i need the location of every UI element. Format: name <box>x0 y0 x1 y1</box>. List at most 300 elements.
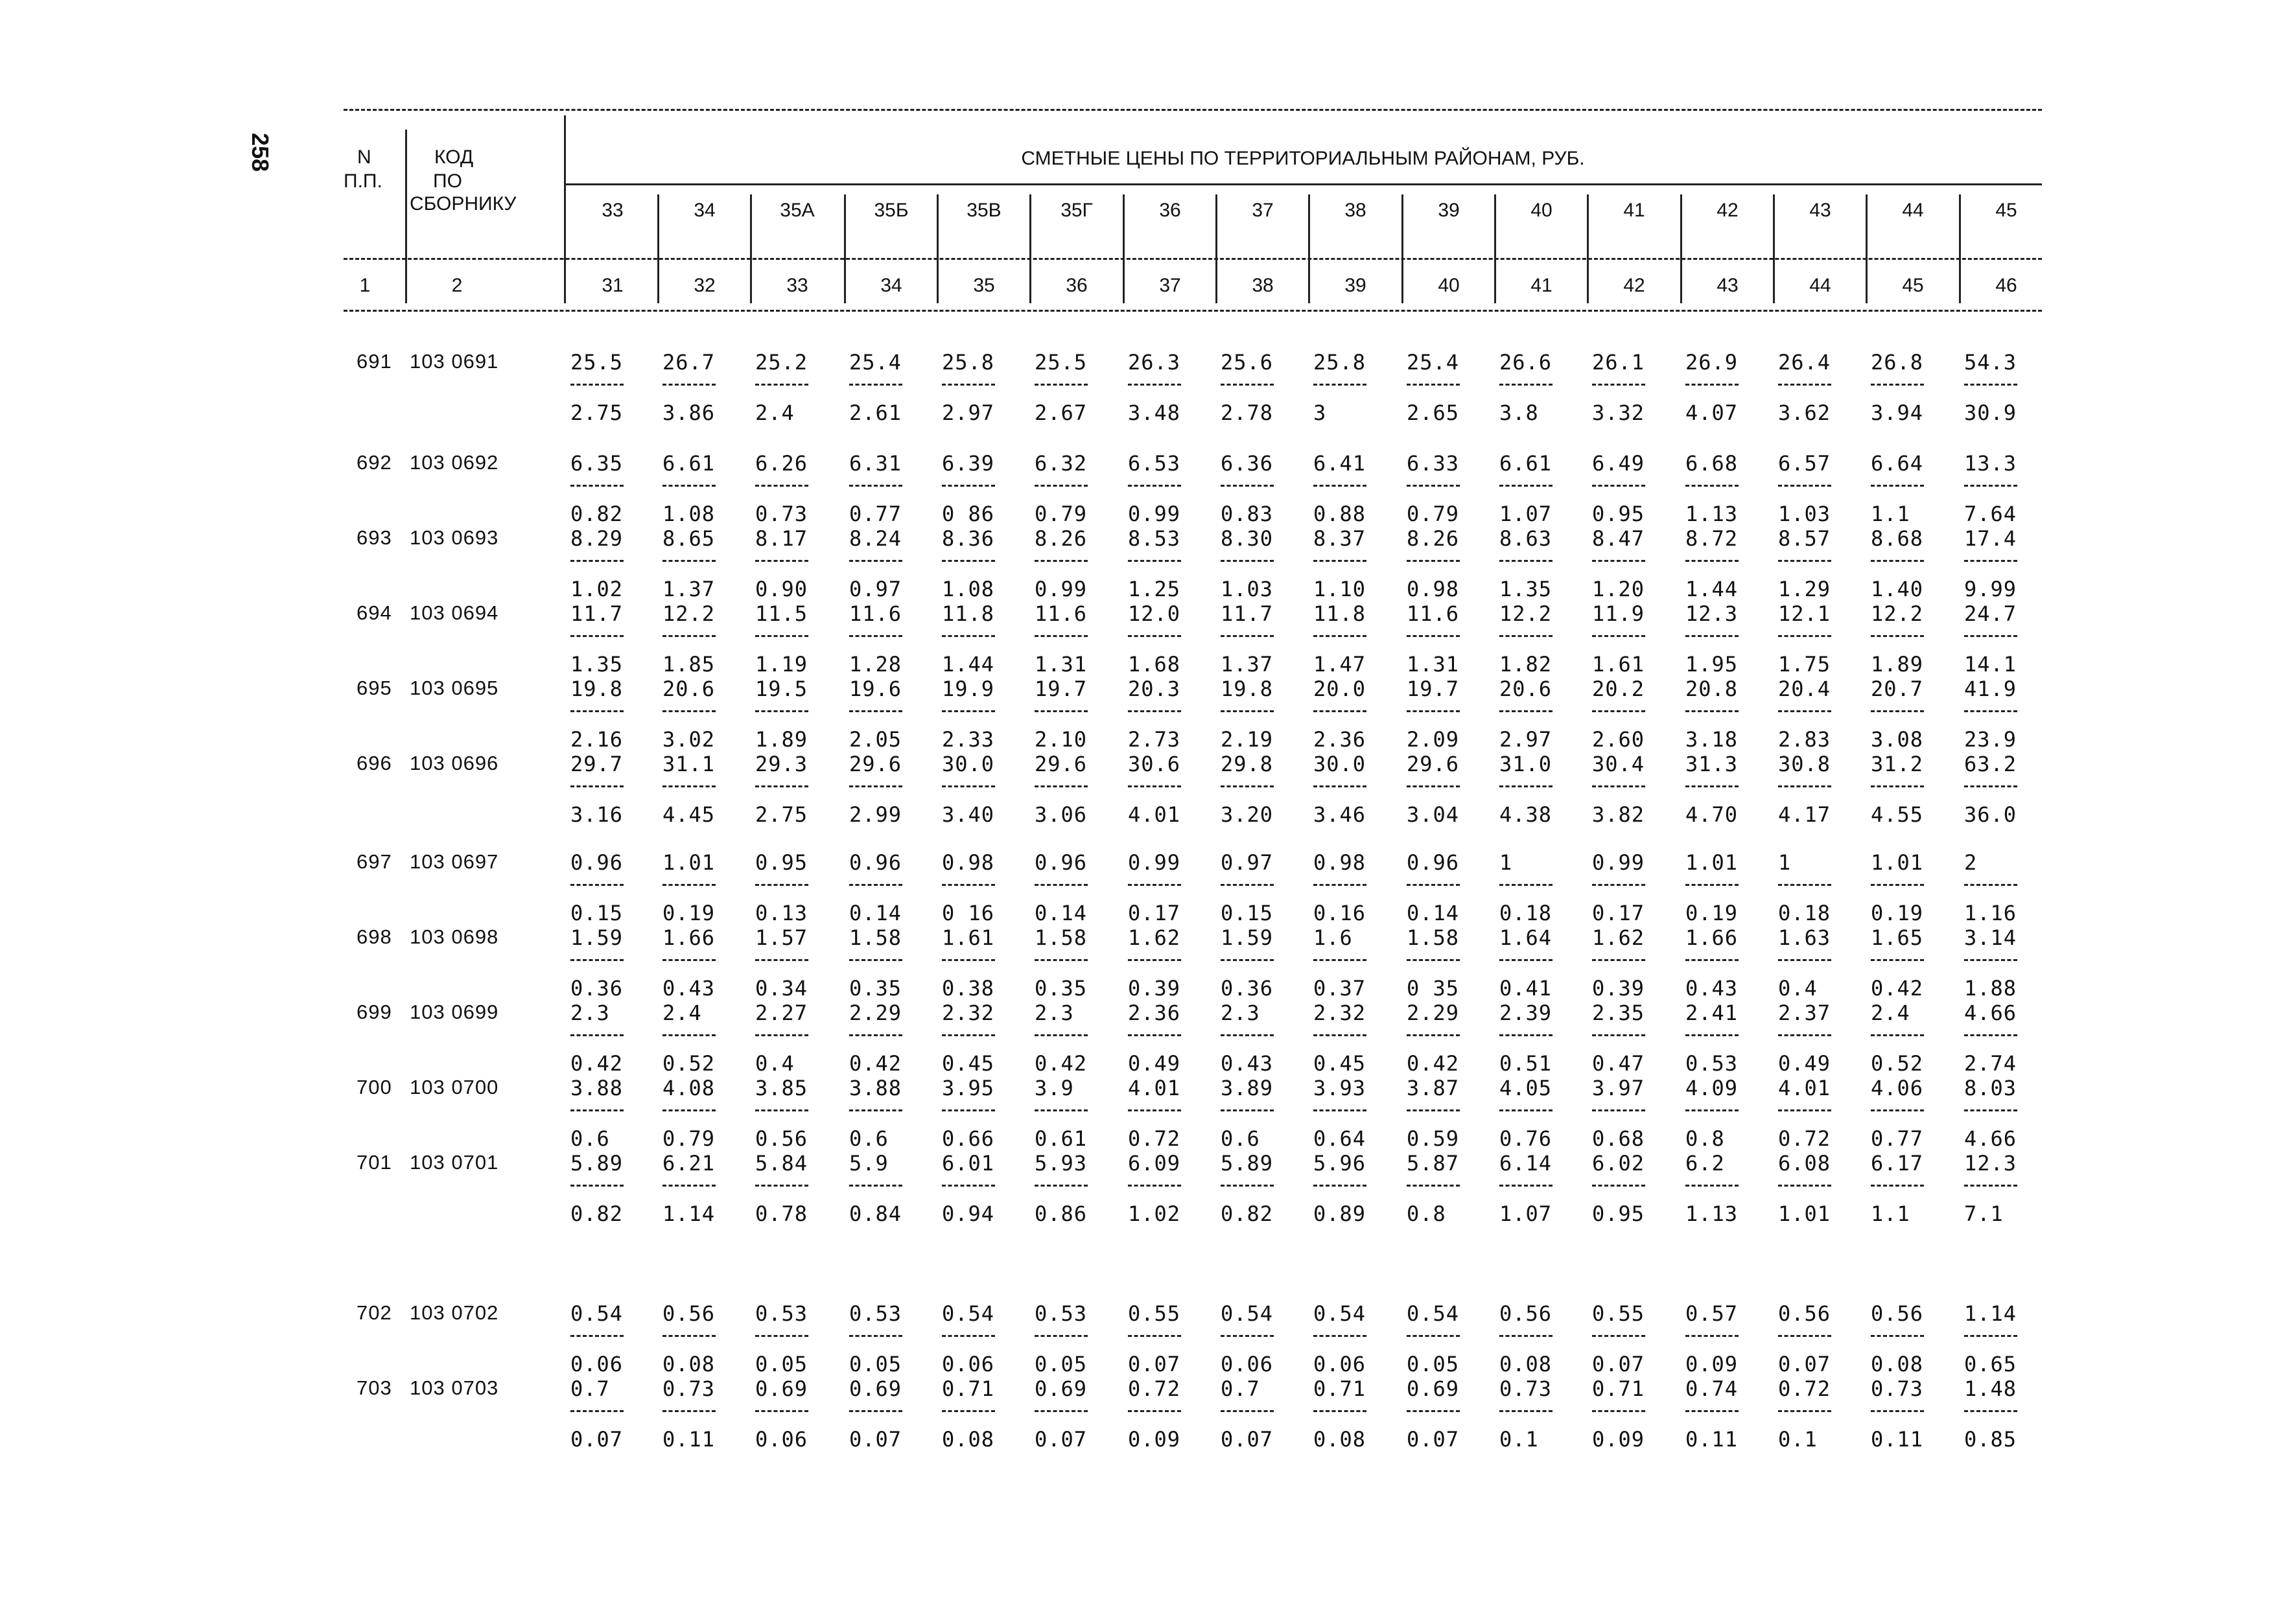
cell-bottom: 0.35 <box>1035 976 1088 1001</box>
cell-bottom: 2.19 <box>1221 727 1274 752</box>
fraction-line <box>570 1185 624 1187</box>
cell-top: 4.01 <box>1778 1076 1831 1100</box>
fraction-line <box>1778 384 1831 386</box>
cell-bottom: 0.19 <box>1871 901 1924 925</box>
fraction-line <box>1221 959 1274 961</box>
cell-top: 29.7 <box>570 752 624 776</box>
fraction-line <box>849 1109 902 1111</box>
cell-top: 0.71 <box>942 1376 995 1401</box>
cell-bottom: 1.95 <box>1685 652 1739 677</box>
row-code: 103 0696 <box>410 752 499 774</box>
cell-bottom: 0.07 <box>1035 1427 1088 1452</box>
cell-bottom: 0.16 <box>1313 901 1366 925</box>
fraction-line <box>1128 1185 1181 1187</box>
cell-bottom: 4.17 <box>1778 802 1831 827</box>
fraction-line <box>1221 1335 1274 1337</box>
fraction-line <box>1685 884 1739 886</box>
cell-bottom: 1.01 <box>1778 1201 1831 1226</box>
cell-top: 0.98 <box>942 850 995 875</box>
fraction-line <box>1964 1335 2017 1337</box>
cell-top: 3.88 <box>570 1076 624 1100</box>
column-divider <box>750 194 752 303</box>
fraction-line <box>1035 785 1088 787</box>
cell-top: 1.62 <box>1128 925 1181 950</box>
column-divider <box>937 194 939 303</box>
cell-bottom: 14.1 <box>1964 652 2017 677</box>
cell-bottom: 1.40 <box>1871 577 1924 601</box>
fraction-line <box>662 560 716 562</box>
cell-bottom: 0.79 <box>1035 502 1088 526</box>
cell-bottom: 2.83 <box>1778 727 1831 752</box>
fraction-line <box>1871 384 1924 386</box>
fraction-line <box>849 1034 902 1036</box>
fraction-line <box>942 785 995 787</box>
cell-top: 26.4 <box>1778 350 1831 375</box>
cell-bottom: 0.13 <box>755 901 808 925</box>
cell-bottom: 30.9 <box>1964 400 2017 425</box>
cell-top: 0.57 <box>1685 1301 1739 1326</box>
row-code: 103 0693 <box>410 526 499 549</box>
fraction-line <box>849 560 902 562</box>
cell-top: 25.8 <box>1313 350 1366 375</box>
cell-top: 12.3 <box>1964 1151 2017 1176</box>
fraction-line <box>1128 635 1181 637</box>
cell-bottom: 1.1 <box>1871 502 1910 526</box>
cell-top: 31.2 <box>1871 752 1924 776</box>
fraction-line <box>942 560 995 562</box>
cell-bottom: 3.40 <box>942 802 995 827</box>
cell-bottom: 0.66 <box>942 1126 995 1151</box>
cell-top: 6.33 <box>1407 451 1460 476</box>
fraction-line <box>1685 485 1739 487</box>
fraction-line <box>1313 1185 1366 1187</box>
header-vertical-divider <box>564 115 566 303</box>
row-code: 103 0698 <box>410 925 499 948</box>
fraction-line <box>849 785 902 787</box>
cell-top: 8.03 <box>1964 1076 2017 1100</box>
fraction-line <box>570 1109 624 1111</box>
cell-bottom: 4.55 <box>1871 802 1924 827</box>
fraction-line <box>1313 384 1366 386</box>
cell-bottom: 3.94 <box>1871 400 1924 425</box>
row-number: 702 <box>357 1301 392 1324</box>
cell-bottom: 1.13 <box>1685 1201 1739 1226</box>
cell-bottom: 0.8 <box>1407 1201 1446 1226</box>
fraction-line <box>1313 959 1366 961</box>
cell-bottom: 0.79 <box>1407 502 1460 526</box>
fraction-line <box>1871 1034 1924 1036</box>
fraction-line <box>1499 1109 1553 1111</box>
cell-top: 19.7 <box>1035 677 1088 701</box>
fraction-line <box>570 710 624 712</box>
cell-top: 5.89 <box>1221 1151 1274 1176</box>
cell-top: 20.0 <box>1313 677 1366 701</box>
cell-bottom: 1.75 <box>1778 652 1831 677</box>
cell-top: 8.36 <box>942 526 995 551</box>
fraction-line <box>570 1410 624 1412</box>
cell-bottom: 0.15 <box>1221 901 1274 925</box>
region-header-6: 36 <box>1159 200 1181 221</box>
cell-top: 0.95 <box>755 850 808 875</box>
fraction-line <box>1871 560 1924 562</box>
cell-bottom: 1.28 <box>849 652 902 677</box>
column-divider <box>1123 194 1125 303</box>
cell-top: 2.3 <box>570 1001 610 1025</box>
fraction-line <box>1592 485 1645 487</box>
fraction-line <box>942 1034 995 1036</box>
cell-top: 25.5 <box>1035 350 1088 375</box>
cell-top: 0.53 <box>755 1301 808 1326</box>
cell-top: 5.93 <box>1035 1151 1088 1176</box>
fraction-line <box>942 635 995 637</box>
cell-bottom: 0.94 <box>942 1201 995 1226</box>
cell-top: 12.2 <box>662 601 716 626</box>
fraction-line <box>1778 1034 1831 1036</box>
column-number-4: 35 <box>973 275 995 296</box>
cell-bottom: 0.05 <box>1035 1352 1088 1376</box>
fraction-line <box>1499 959 1553 961</box>
fraction-line <box>1778 710 1831 712</box>
cell-top: 2.3 <box>1221 1001 1260 1025</box>
cell-top: 0.96 <box>1035 850 1088 875</box>
fraction-line <box>1221 635 1274 637</box>
cell-top: 0.69 <box>1407 1376 1460 1401</box>
column-number-13: 44 <box>1809 275 1831 296</box>
cell-top: 0.53 <box>1035 1301 1088 1326</box>
fraction-line <box>1964 710 2017 712</box>
region-header-3: 35Б <box>874 200 909 221</box>
cell-top: 6.01 <box>942 1151 995 1176</box>
cell-bottom: 0.07 <box>849 1427 902 1452</box>
fraction-line <box>755 485 808 487</box>
cell-bottom: 0.56 <box>755 1126 808 1151</box>
fraction-line <box>849 635 902 637</box>
cell-bottom: 0.43 <box>662 976 716 1001</box>
row-number: 691 <box>357 350 392 373</box>
fraction-line <box>1778 1185 1831 1187</box>
cell-bottom: 0.15 <box>570 901 624 925</box>
cell-top: 6.49 <box>1592 451 1645 476</box>
fraction-line <box>570 485 624 487</box>
cell-top: 25.6 <box>1221 350 1274 375</box>
cell-top: 0.56 <box>1871 1301 1924 1326</box>
fraction-line <box>755 785 808 787</box>
column-divider <box>1029 194 1031 303</box>
cell-bottom: 3.06 <box>1035 802 1088 827</box>
fraction-line <box>942 1185 995 1187</box>
cell-bottom: 1.08 <box>942 577 995 601</box>
cell-bottom: 1.07 <box>1499 1201 1553 1226</box>
cell-bottom: 3 <box>1313 400 1327 425</box>
cell-bottom: 0.4 <box>1778 976 1818 1001</box>
region-header-5: 35Г <box>1060 200 1093 221</box>
cell-bottom: 1.85 <box>662 652 716 677</box>
cell-top: 20.7 <box>1871 677 1924 701</box>
cell-bottom: 0.68 <box>1592 1126 1645 1151</box>
fraction-line <box>1035 1109 1088 1111</box>
fraction-line <box>1778 485 1831 487</box>
column-number-14: 45 <box>1902 275 1924 296</box>
cell-bottom: 0.77 <box>849 502 902 526</box>
cell-bottom: 2.60 <box>1592 727 1645 752</box>
cell-top: 0.97 <box>1221 850 1274 875</box>
cell-bottom: 7.1 <box>1964 1201 2004 1226</box>
fraction-line <box>1407 1410 1460 1412</box>
cell-bottom: 3.08 <box>1871 727 1924 752</box>
row-number: 693 <box>357 526 392 549</box>
cell-top: 1.59 <box>1221 925 1274 950</box>
column-number-2: 33 <box>786 275 808 296</box>
fraction-line <box>1592 1410 1645 1412</box>
fraction-line <box>662 884 716 886</box>
cell-bottom: 1.29 <box>1778 577 1831 601</box>
cell-top: 6.31 <box>849 451 902 476</box>
cell-bottom: 0.97 <box>849 577 902 601</box>
fraction-line <box>662 1335 716 1337</box>
cell-bottom: 0.65 <box>1964 1352 2017 1376</box>
cell-top: 0.69 <box>755 1376 808 1401</box>
cell-top: 8.63 <box>1499 526 1553 551</box>
column-divider <box>844 194 846 303</box>
fraction-line <box>1871 485 1924 487</box>
cell-top: 1 <box>1499 850 1513 875</box>
cell-top: 2 <box>1964 850 1978 875</box>
cell-bottom: 0.17 <box>1592 901 1645 925</box>
cell-bottom: 0.07 <box>1221 1427 1274 1452</box>
fraction-line <box>1871 1335 1924 1337</box>
cell-top: 6.68 <box>1685 451 1739 476</box>
cell-bottom: 3.46 <box>1313 802 1366 827</box>
cell-bottom: 0.90 <box>755 577 808 601</box>
fraction-line <box>755 1185 808 1187</box>
cell-bottom: 0.82 <box>570 502 624 526</box>
cell-top: 8.47 <box>1592 526 1645 551</box>
column-number-11: 42 <box>1623 275 1645 296</box>
fraction-line <box>1592 384 1645 386</box>
cell-top: 0.55 <box>1592 1301 1645 1326</box>
fraction-line <box>942 1335 995 1337</box>
cell-top: 20.2 <box>1592 677 1645 701</box>
cell-top: 8.17 <box>755 526 808 551</box>
cell-bottom: 0.17 <box>1128 901 1181 925</box>
fraction-line <box>662 1410 716 1412</box>
fraction-line <box>755 1335 808 1337</box>
fraction-line <box>1499 560 1553 562</box>
region-header-10: 40 <box>1530 200 1553 221</box>
fraction-line <box>1592 959 1645 961</box>
cell-bottom: 0.06 <box>1313 1352 1366 1376</box>
cell-top: 25.2 <box>755 350 808 375</box>
cell-bottom: 3.48 <box>1128 400 1181 425</box>
cell-top: 1.58 <box>1407 925 1460 950</box>
fraction-line <box>662 384 716 386</box>
fraction-line <box>849 384 902 386</box>
cell-top: 2.39 <box>1499 1001 1553 1025</box>
cell-top: 1 <box>1778 850 1792 875</box>
cell-bottom: 0.95 <box>1592 1201 1645 1226</box>
cell-top: 3.89 <box>1221 1076 1274 1100</box>
cell-bottom: 4.07 <box>1685 400 1739 425</box>
cell-top: 5.9 <box>849 1151 889 1176</box>
cell-top: 0.99 <box>1128 850 1181 875</box>
fraction-line <box>1499 1410 1553 1412</box>
cell-top: 41.9 <box>1964 677 2017 701</box>
fraction-line <box>1778 1109 1831 1111</box>
fraction-line <box>1499 785 1553 787</box>
cell-bottom: 0.72 <box>1128 1126 1181 1151</box>
cell-bottom: 0.79 <box>662 1126 716 1151</box>
cell-top: 26.9 <box>1685 350 1739 375</box>
row-number: 700 <box>357 1076 392 1098</box>
cell-top: 13.3 <box>1964 451 2017 476</box>
cell-bottom: 2.73 <box>1128 727 1181 752</box>
fraction-line <box>1407 560 1460 562</box>
cell-top: 6.64 <box>1871 451 1924 476</box>
cell-top: 26.7 <box>662 350 716 375</box>
cell-top: 0.71 <box>1313 1376 1366 1401</box>
cell-top: 8.37 <box>1313 526 1366 551</box>
row-number: 699 <box>357 1001 392 1023</box>
cell-top: 4.66 <box>1964 1001 2017 1025</box>
cell-bottom: 3.82 <box>1592 802 1645 827</box>
fraction-line <box>1685 1034 1739 1036</box>
cell-bottom: 36.0 <box>1964 802 2017 827</box>
cell-top: 6.35 <box>570 451 624 476</box>
fraction-line <box>942 884 995 886</box>
cell-bottom: 3.20 <box>1221 802 1274 827</box>
cell-top: 1.01 <box>1685 850 1739 875</box>
fraction-line <box>570 635 624 637</box>
fraction-line <box>662 635 716 637</box>
cell-top: 3.93 <box>1313 1076 1366 1100</box>
cell-top: 5.89 <box>570 1151 624 1176</box>
cell-bottom: 0.52 <box>662 1051 716 1076</box>
fraction-line <box>1592 1185 1645 1187</box>
cell-bottom: 1.31 <box>1407 652 1460 677</box>
fraction-line <box>1592 560 1645 562</box>
column-number-1: 32 <box>694 275 716 296</box>
fraction-line <box>1964 884 2017 886</box>
cell-top: 6.57 <box>1778 451 1831 476</box>
fraction-line <box>1964 1410 2017 1412</box>
fraction-line <box>1778 785 1831 787</box>
cell-bottom: 4.38 <box>1499 802 1553 827</box>
page-number: 258 <box>247 133 274 172</box>
fraction-line <box>1685 959 1739 961</box>
region-header-4: 35В <box>967 200 1002 221</box>
cell-top: 20.3 <box>1128 677 1181 701</box>
cell-bottom: 0.11 <box>1685 1427 1739 1452</box>
cell-top: 1.65 <box>1871 925 1924 950</box>
fraction-line <box>755 635 808 637</box>
cell-top: 26.3 <box>1128 350 1181 375</box>
header-bottom-rule <box>344 310 2042 312</box>
cell-top: 0.54 <box>1313 1301 1366 1326</box>
column-number-7: 38 <box>1252 275 1274 296</box>
cell-top: 11.6 <box>849 601 902 626</box>
fraction-line <box>1128 1335 1181 1337</box>
fraction-line <box>1685 1109 1739 1111</box>
cell-bottom: 0.36 <box>1221 976 1274 1001</box>
fraction-line <box>849 485 902 487</box>
cell-top: 1.01 <box>1871 850 1924 875</box>
fraction-line <box>1313 785 1366 787</box>
cell-top: 6.17 <box>1871 1151 1924 1176</box>
fraction-line <box>942 384 995 386</box>
row-number: 701 <box>357 1151 392 1174</box>
fraction-line <box>1592 785 1645 787</box>
cell-top: 1.61 <box>942 925 995 950</box>
code-label-sborniku: СБОРНИКУ <box>410 193 517 215</box>
cell-top: 1.64 <box>1499 925 1553 950</box>
cell-bottom: 3.16 <box>570 802 624 827</box>
fraction-line <box>1407 635 1460 637</box>
cell-top: 12.0 <box>1128 601 1181 626</box>
cell-top: 19.7 <box>1407 677 1460 701</box>
column-number-9: 40 <box>1438 275 1460 296</box>
fraction-line <box>1221 710 1274 712</box>
cell-bottom: 4.70 <box>1685 802 1739 827</box>
fraction-line <box>1035 560 1088 562</box>
fraction-line <box>662 485 716 487</box>
cell-top: 12.2 <box>1499 601 1553 626</box>
cell-bottom: 2.74 <box>1964 1051 2017 1076</box>
row-code: 103 0702 <box>410 1301 499 1324</box>
fraction-line <box>755 959 808 961</box>
column-number-5: 36 <box>1066 275 1088 296</box>
cell-bottom: 0.19 <box>1685 901 1739 925</box>
cell-top: 2.37 <box>1778 1001 1831 1025</box>
fraction-line <box>1499 384 1553 386</box>
cell-top: 6.39 <box>942 451 995 476</box>
fraction-line <box>942 710 995 712</box>
fraction-line <box>1778 1410 1831 1412</box>
cell-bottom: 2.4 <box>755 400 795 425</box>
cell-bottom: 0.99 <box>1128 502 1181 526</box>
fraction-line <box>1035 1185 1088 1187</box>
row-code: 103 0701 <box>410 1151 499 1174</box>
cell-top: 12.3 <box>1685 601 1739 626</box>
cell-bottom: 0.09 <box>1685 1352 1739 1376</box>
cell-bottom: 0.14 <box>849 901 902 925</box>
cell-top: 2.36 <box>1128 1001 1181 1025</box>
cell-top: 0.72 <box>1778 1376 1831 1401</box>
fraction-line <box>849 884 902 886</box>
cell-top: 6.26 <box>755 451 808 476</box>
cell-top: 5.87 <box>1407 1151 1460 1176</box>
cell-top: 8.65 <box>662 526 716 551</box>
fraction-line <box>662 1185 716 1187</box>
cell-bottom: 0.05 <box>1407 1352 1460 1376</box>
cell-bottom: 0.1 <box>1778 1427 1818 1452</box>
fraction-line <box>1592 1034 1645 1036</box>
cell-top: 19.6 <box>849 677 902 701</box>
fraction-line <box>1592 1109 1645 1111</box>
column-divider <box>657 194 659 303</box>
cell-top: 11.6 <box>1035 601 1088 626</box>
fraction-line <box>1685 635 1739 637</box>
cell-top: 6.36 <box>1221 451 1274 476</box>
row-number: 694 <box>357 601 392 624</box>
fraction-line <box>1221 1034 1274 1036</box>
fraction-line <box>942 959 995 961</box>
fraction-line <box>1778 1335 1831 1337</box>
fraction-line <box>1499 710 1553 712</box>
cell-top: 1.66 <box>1685 925 1739 950</box>
cell-bottom: 0.61 <box>1035 1126 1088 1151</box>
cell-top: 4.01 <box>1128 1076 1181 1100</box>
fraction-line <box>1778 560 1831 562</box>
